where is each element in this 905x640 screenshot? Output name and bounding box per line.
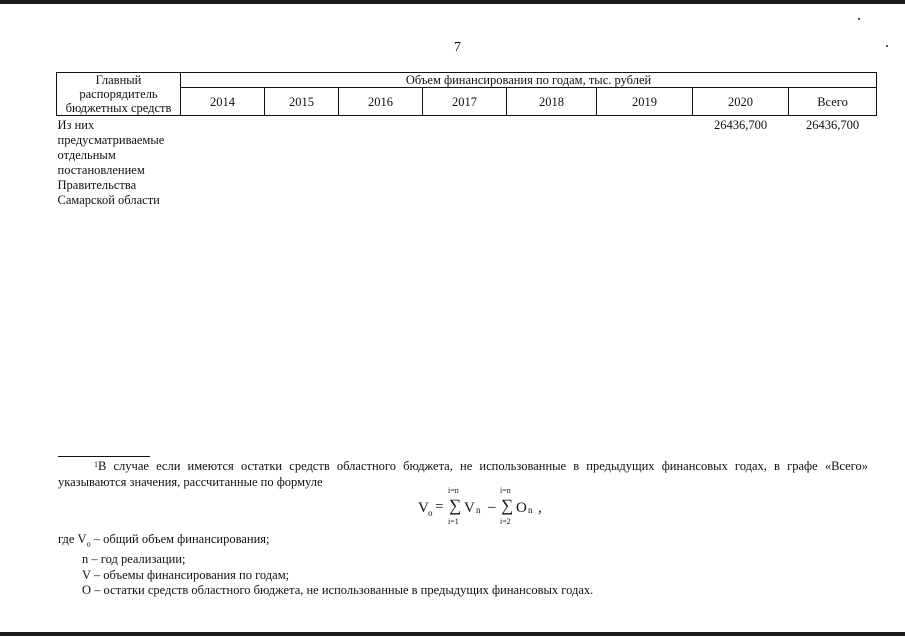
value-cell xyxy=(181,116,265,209)
formula-term1-sub: n xyxy=(476,505,481,515)
owner-column-header xyxy=(57,73,181,116)
formula-sum2-upper: i=n xyxy=(500,486,511,495)
year-header: 2014 xyxy=(181,88,265,116)
value-cell-2020: 26436,700 xyxy=(713,118,768,132)
definition-sub: o xyxy=(86,539,91,549)
page-number: 7 xyxy=(454,40,461,55)
owner-header-line: бюджетных средств xyxy=(65,101,172,115)
formula-term2: O xyxy=(516,500,527,516)
formula-definitions xyxy=(58,532,593,599)
owner-line: предусматриваемые xyxy=(57,133,165,147)
year-header: 2015 xyxy=(265,88,339,116)
value-cell xyxy=(597,116,693,209)
footnote-marker: 1 xyxy=(94,460,98,469)
formula-sum2-lower: i=2 xyxy=(500,517,511,526)
scan-edge-top xyxy=(0,0,905,4)
formula-lhs: V xyxy=(418,500,429,516)
table-row xyxy=(57,116,877,209)
sum-icon: ∑ xyxy=(449,496,462,515)
footnote-text: В случае если имеются остатки средств областного бюджета, не использованные в предыдущих финансовых годах, в графе «Всего» указываются значения, рассчитанные по формуле xyxy=(58,459,868,489)
year-header: 2019 xyxy=(597,88,693,116)
funding-table xyxy=(56,72,877,208)
definition-prefix: где V xyxy=(58,532,87,546)
value-cell xyxy=(265,116,339,209)
owner-line: постановлением xyxy=(57,163,145,177)
funding-header: Объем финансирования по годам, тыс. рублей xyxy=(181,73,877,88)
year-header: 2020 xyxy=(693,88,789,116)
definition-line: n – год реализации; xyxy=(82,552,186,566)
scan-edge-bottom xyxy=(0,632,905,636)
formula-equals: = xyxy=(435,499,444,515)
definition-line: V – объемы финансирования по годам; xyxy=(82,567,290,582)
formula-term2-sub: n xyxy=(528,505,533,515)
value-cell-total: 26436,700 xyxy=(805,118,860,132)
formula-minus: – xyxy=(488,499,496,515)
definition-line: O – остатки средств областного бюджета, не использованные в предыдущих финансовых годах. xyxy=(82,583,594,597)
year-header: 2017 xyxy=(423,88,507,116)
owner-line: Самарской области xyxy=(57,193,160,207)
owner-header-line: Главный xyxy=(95,73,142,87)
formula-lhs-sub: o xyxy=(428,508,433,518)
owner-line: отдельным xyxy=(57,148,116,162)
definition-suffix: – общий объем финансирования; xyxy=(90,532,270,546)
value-cell xyxy=(507,116,597,209)
footnote-separator xyxy=(58,456,150,457)
value-cell xyxy=(423,116,507,209)
value-cell xyxy=(339,116,423,209)
formula-trailing-comma: , xyxy=(538,500,542,516)
owner-header-line: распорядитель xyxy=(79,87,158,101)
scan-speck xyxy=(886,45,888,47)
definition-line xyxy=(58,532,593,552)
scan-speck xyxy=(858,18,860,20)
total-header: Всего xyxy=(789,88,877,116)
formula-term1: V xyxy=(464,500,475,516)
year-header: 2018 xyxy=(507,88,597,116)
sum-icon: ∑ xyxy=(501,496,514,515)
owner-line: Из них xyxy=(57,118,95,132)
owner-line: Правительства xyxy=(57,178,137,192)
owner-cell xyxy=(57,116,181,209)
formula xyxy=(418,486,578,530)
formula-sum1-lower: i=1 xyxy=(448,517,459,526)
year-header: 2016 xyxy=(339,88,423,116)
formula-sum1-upper: i=n xyxy=(448,486,459,495)
